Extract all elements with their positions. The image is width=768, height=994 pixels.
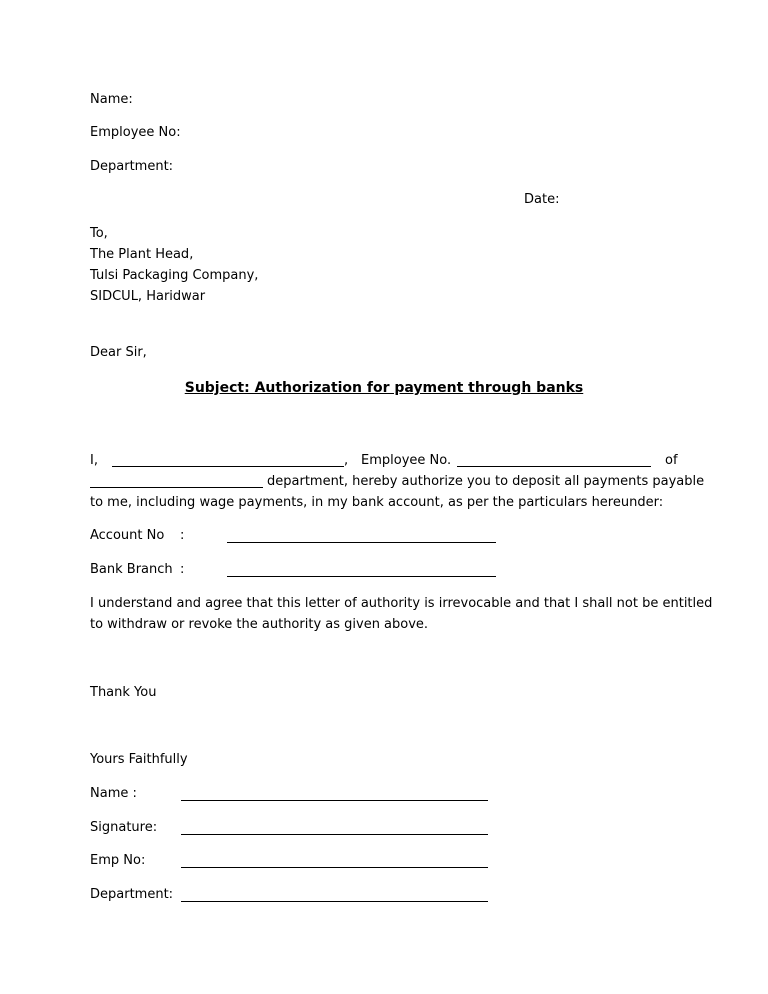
thank-you: Thank You [90, 685, 157, 700]
employee-no-blank [457, 466, 651, 467]
department-blank [90, 487, 263, 488]
address-line-3: SIDCUL, Haridwar [90, 289, 206, 304]
sig-name-label: Name : [90, 786, 137, 801]
sig-emp-no-blank [181, 867, 488, 868]
yours-faithfully: Yours Faithfully [90, 752, 188, 767]
para1-line3: to me, including wage payments, in my bank account, as per the particulars hereunder: [90, 495, 664, 510]
para2-line1: I understand and agree that this letter of authority is irrevocable and that I shall not be entitled [90, 596, 713, 611]
para2-line2: to withdraw or revoke the authority as given above. [90, 617, 429, 632]
para1-of: of [665, 453, 678, 468]
sig-emp-no-label: Emp No: [90, 853, 146, 868]
address-line-2: Tulsi Packaging Company, [90, 268, 259, 283]
sig-department-label: Department: [90, 887, 174, 902]
department-label: Department: [90, 159, 174, 174]
address-to: To, [90, 226, 108, 241]
bank-branch-label: Bank Branch [90, 562, 173, 577]
address-line-1: The Plant Head, [90, 247, 194, 262]
employee-name-blank [112, 466, 344, 467]
para1-line2: department, hereby authorize you to deposit all payments payable [267, 474, 705, 489]
name-label: Name: [90, 92, 133, 107]
para1-employee-no: Employee No. [361, 453, 452, 468]
para1-i: I, [90, 453, 98, 468]
bank-branch-colon: : [180, 562, 185, 577]
account-no-colon: : [180, 528, 185, 543]
account-no-label: Account No [90, 528, 165, 543]
sig-signature-blank [181, 834, 488, 835]
sig-name-blank [181, 800, 488, 801]
account-no-blank [227, 542, 496, 543]
bank-branch-blank [227, 576, 496, 577]
subject-line: Subject: Authorization for payment through banks [184, 380, 584, 396]
sig-signature-label: Signature: [90, 820, 158, 835]
date-label: Date: [524, 192, 560, 207]
employee-no-label: Employee No: [90, 125, 181, 140]
sig-department-blank [181, 901, 488, 902]
para1-comma: , [344, 453, 349, 468]
salutation: Dear Sir, [90, 345, 147, 360]
